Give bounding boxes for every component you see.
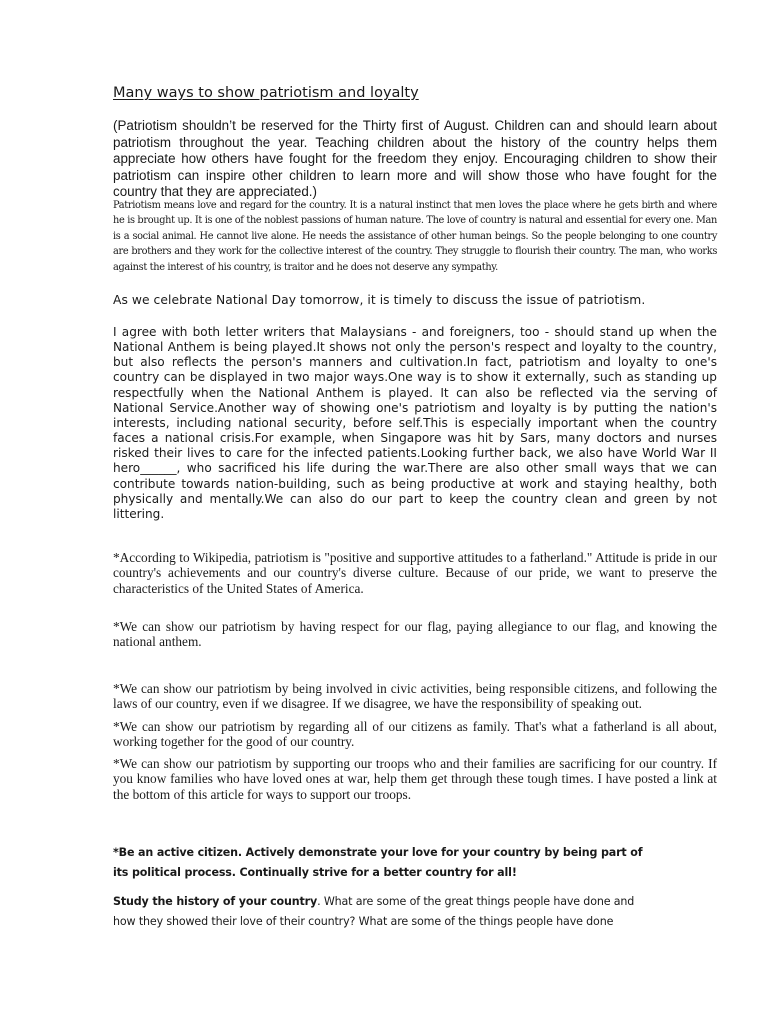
study-history-paragraph	[113, 892, 653, 931]
flag-paragraph: *We can show our patriotism by having respect for our flag, paying allegiance to our flag, and knowing the national anthem.	[113, 619, 717, 650]
document-title: Many ways to show patriotism and loyalty	[113, 85, 419, 101]
study-history-text: . What are some of the great things people have done and how they showed their love of their country? What are some of the things people have done	[113, 895, 635, 928]
national-day-paragraph: As we celebrate National Day tomorrow, it is timely to discuss the issue of patriotism.	[113, 293, 646, 307]
wikipedia-paragraph: *According to Wikipedia, patriotism is "positive and supportive attitudes to a fatherland." Attitude is pride in our country's achievements and our country's diverse culture. Because of our pride, we want to preserve the characteristics of the United States of America.	[113, 550, 717, 596]
troops-paragraph: *We can show our patriotism by supporting our troops who and their families are sacrificing for our country. If you know families who have loved ones at war, help them get through these tough times. I have posted a link at the bottom of this article for ways to support our troops.	[113, 756, 717, 802]
definition-paragraph: Patriotism means love and regard for the country. It is a natural instinct that men loves the place where he gets birth and where he is brought up. It is one of the noblest passions of human nature. The love of country is natural and essential for every one. Man is a social animal. He cannot live alone. He needs the assistance of other human beings. So the people belonging to one country are brothers and they work for the collective interest of the country. They struggle to flourish their country. The man, who works against the interest of his country, is traitor and he does not deserve any sympathy.	[113, 200, 717, 273]
civic-paragraph: *We can show our patriotism by being involved in civic activities, being responsible citizens, and following the laws of our country, even if we disagree. If we disagree, we have the responsibility of speaking out.	[113, 681, 717, 712]
active-citizen-paragraph: *Be an active citizen. Actively demonstrate your love for your country by being part of its political process. Continually strive for a better country for all!	[113, 846, 643, 879]
family-paragraph: *We can show our patriotism by regarding all of our citizens as family. That's what a fatherland is all about, working together for the good of our country.	[113, 719, 717, 750]
letter-writers-paragraph: I agree with both letter writers that Malaysians - and foreigners, too - should stand up when the National Anthem is being played.It shows not only the person's respect and loyalty to the country, but also reflects the person's manners and cultivation.In fact, patriotism and loyalty to one's country can be displayed in two major ways.One way is to show it externally, such as standing up respectfully when the National Anthem is played. It can also be reflected via the serving of National Service.Another way of showing one's patriotism and loyalty is by putting the nation's interests, including national security, before self.This is especially important when the country faces a national crisis.For example, when Singapore was hit by Sars, many doctors and nurses risked their lives to care for the infected patients.Looking further back, we also have World War II hero______, who sacrificed his life during the war.There are also other small ways that we can contribute towards nation-building, such as being productive at work and staying healthy, both physically and mentally.We can also do our part to keep the country clean and green by not littering.	[113, 325, 717, 521]
study-history-lead: Study the history of your country	[113, 895, 318, 908]
intro-paragraph: (Patriotism shouldn’t be reserved for the Thirty first of August. Children can and should learn about patriotism throughout the year. Teaching children about the history of the country helps them appreciate how others have fought for the freedom they enjoy. Encouraging children to show their patriotism can inspire other children to learn more and will show those who have fought for the country that they are appreciated.)	[113, 118, 717, 199]
